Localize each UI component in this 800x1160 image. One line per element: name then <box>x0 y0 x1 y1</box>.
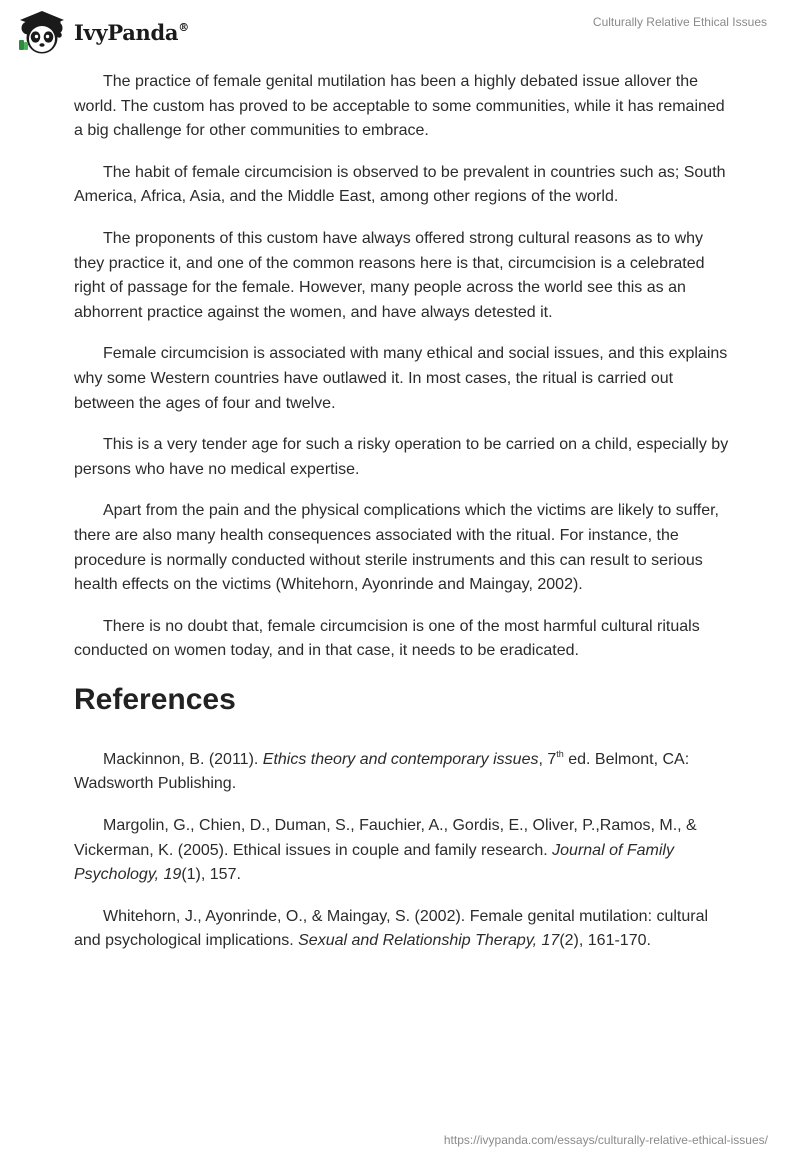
source-url[interactable]: https://ivypanda.com/essays/culturally-relative-ethical-issues/ <box>443 1133 768 1147</box>
paragraph: Apart from the pain and the physical complications which the victims are likely to suffer, there are also many health consequences associated with the ritual. For instance, the procedure is normally conducted without sterile instruments and this can result to serious health effects on the victims (Whitehorn, Ayonrinde and Maingay, 2002). <box>74 502 719 594</box>
paragraph: The habit of female circumcision is observed to be prevalent in countries such as; South America, Africa, Asia, and the Middle East, among other regions of the world. <box>74 163 726 206</box>
paragraph: The proponents of this custom have always offered strong cultural reasons as to why they practice it, and one of the common reasons here is that, circumcision is a celebrated right of passage for the female. However, many people across the world see this as an abhorrent practice against the women, and have always detested it. <box>74 229 705 321</box>
reference-item: Mackinnon, B. (2011). Ethics theory and contemporary issues, 7th ed. Belmont, CA: Wadsworth Publishing. <box>74 748 690 793</box>
reference-item: Whitehorn, J., Ayonrinde, O., & Maingay, S. (2002). Female genital mutilation: cultural and psychological implications. Sexual and Relationship Therapy, 17(2), 161-170. <box>74 907 709 950</box>
logo[interactable] <box>14 8 189 56</box>
paragraph: This is a very tender age for such a risky operation to be carried on a child, especially by persons who have no medical expertise. <box>74 436 729 478</box>
paragraph: There is no doubt that, female circumcision is one of the most harmful cultural rituals conducted on women today, and in that case, it needs to be eradicated. <box>74 617 700 660</box>
references-heading: References <box>74 682 236 716</box>
document-title: Culturally Relative Ethical Issues <box>592 15 767 29</box>
reference-item: Margolin, G., Chien, D., Duman, S., Fauchier, A., Gordis, E., Oliver, P.,Ramos, M., & Vickerman, K. (2005). Ethical issues in couple and family research. Journal of Family Psychology, 19(1), 157. <box>74 817 697 884</box>
page-header <box>0 0 800 64</box>
essay-body <box>74 70 734 971</box>
reference-list <box>74 742 734 954</box>
panda-logo-icon <box>14 8 70 56</box>
paragraph: The practice of female genital mutilation has been a highly debated issue allover the world. The custom has proved to be acceptable to some communities, while it has remained a big challenge for other communities to embrace. <box>74 73 725 140</box>
paragraph: Female circumcision is associated with many ethical and social issues, and this explains why some Western countries have outlawed it. In most cases, the ritual is carried out between the ages of four and twelve. <box>74 345 728 412</box>
logo-text: IvyPanda® <box>74 19 189 45</box>
